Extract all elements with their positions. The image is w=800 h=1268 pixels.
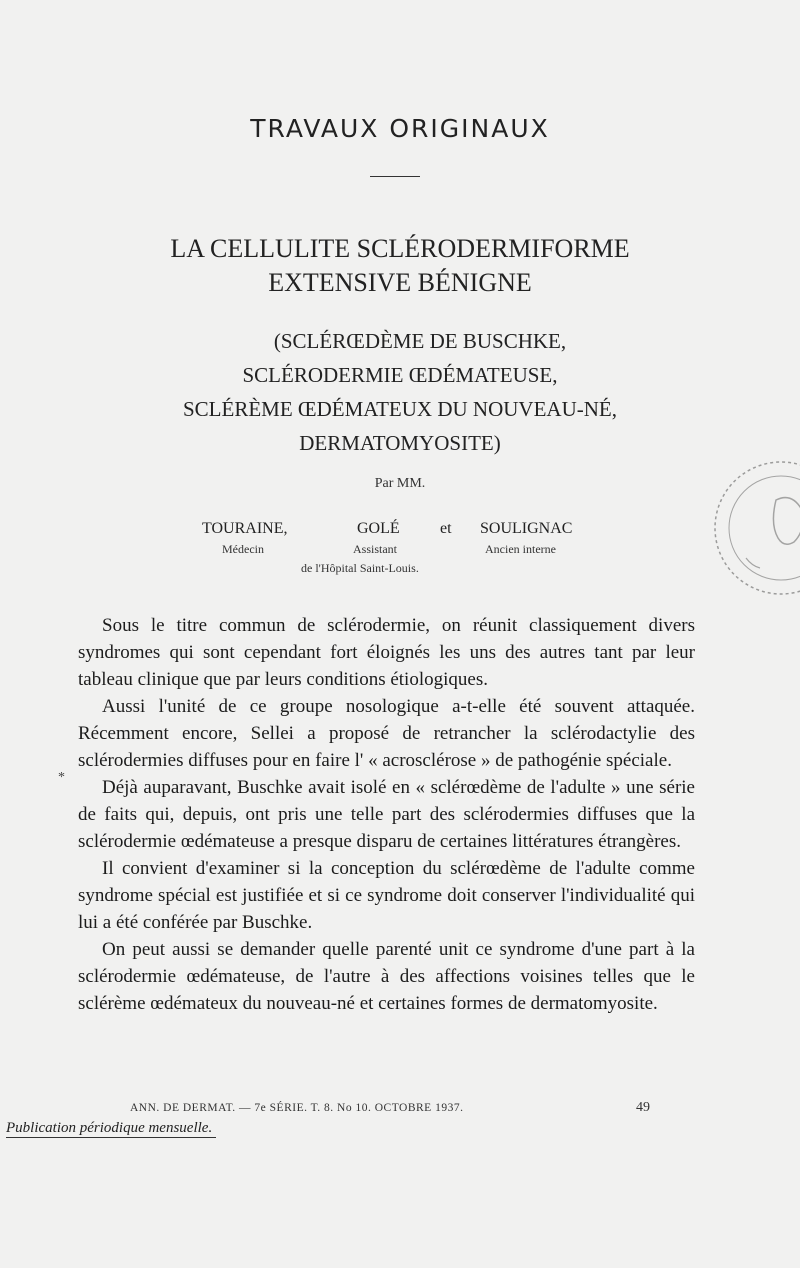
journal-citation: ANN. DE DERMAT. — 7e SÉRIE. T. 8. No 10. OCTOBRE 1937. xyxy=(130,1102,464,1114)
margin-mark: * xyxy=(58,770,65,785)
library-stamp-icon xyxy=(706,440,800,615)
paragraph: Sous le titre commun de sclérodermie, on réunit classiquement divers syndromes qui sont cependant fort éloignés les uns des autres tant par leur tableau clinique que par leurs conditions étiologiques. xyxy=(78,615,695,690)
article-title xyxy=(0,232,800,300)
author-role-touraine: Médecin xyxy=(222,542,264,556)
publication-note: Publication périodique mensuelle. xyxy=(6,1120,216,1138)
subtitle-line: (SCLÉRŒDÈME DE BUSCHKE, xyxy=(273,329,567,353)
author-institution: de l'Hôpital Saint-Louis. xyxy=(301,561,419,575)
paragraph: On peut aussi se demander quelle parenté unit ce syndrome d'une part à la sclérodermie œdémateuse, de l'autre à des affections voisines telles que le sclérème œdémateux du nouveau-né et certaines formes de dermatomyosite. xyxy=(78,939,695,1014)
byline: Par MM. xyxy=(374,476,426,491)
author-role-gole: Assistant xyxy=(353,542,398,556)
author-role-soulignac: Ancien interne xyxy=(485,542,556,556)
author-name-touraine: TOURAINE, xyxy=(202,520,288,537)
title-line: LA CELLULITE SCLÉRODERMIFORME xyxy=(170,234,630,263)
subtitle-line: SCLÉRÈME ŒDÉMATEUX DU NOUVEAU-NÉ, xyxy=(183,397,617,421)
subtitle-line: SCLÉRODERMIE ŒDÉMATEUSE, xyxy=(242,363,558,387)
author-name-gole: GOLÉ xyxy=(357,520,400,537)
paragraph: Il convient d'examiner si la conception du sclérœdème de l'adulte comme syndrome spécial est justifiée et si ce syndrome doit conserver l'individualité qui lui a été conférée par Buschke. xyxy=(78,858,695,933)
title-line: EXTENSIVE BÉNIGNE xyxy=(268,268,532,297)
section-heading: TRAVAUX ORIGINAUX xyxy=(250,114,550,143)
subtitle-line: DERMATOMYOSITE) xyxy=(299,431,501,455)
heading-divider xyxy=(370,176,420,177)
page-number: 49 xyxy=(636,1100,650,1115)
author-conjunction: et xyxy=(440,520,452,537)
author-name-soulignac: SOULIGNAC xyxy=(480,520,573,537)
paragraph: Aussi l'unité de ce groupe nosologique a-t-elle été souvent attaquée. Récemment encore, Sellei a proposé de retrancher la sclérodactylie des sclérodermies diffuses pour en faire l' « acrosclérose » de pathogénie spéciale. xyxy=(78,696,695,771)
article-subtitle xyxy=(0,324,800,460)
paragraph: Déjà auparavant, Buschke avait isolé en « sclérœdème de l'adulte » une série de faits qui, depuis, ont pris une telle part des sclérodermies diffuses que la sclérodermie œdémateuse a presque disparu de certaines littératures étrangères. xyxy=(78,777,695,852)
article-body xyxy=(78,612,695,1017)
